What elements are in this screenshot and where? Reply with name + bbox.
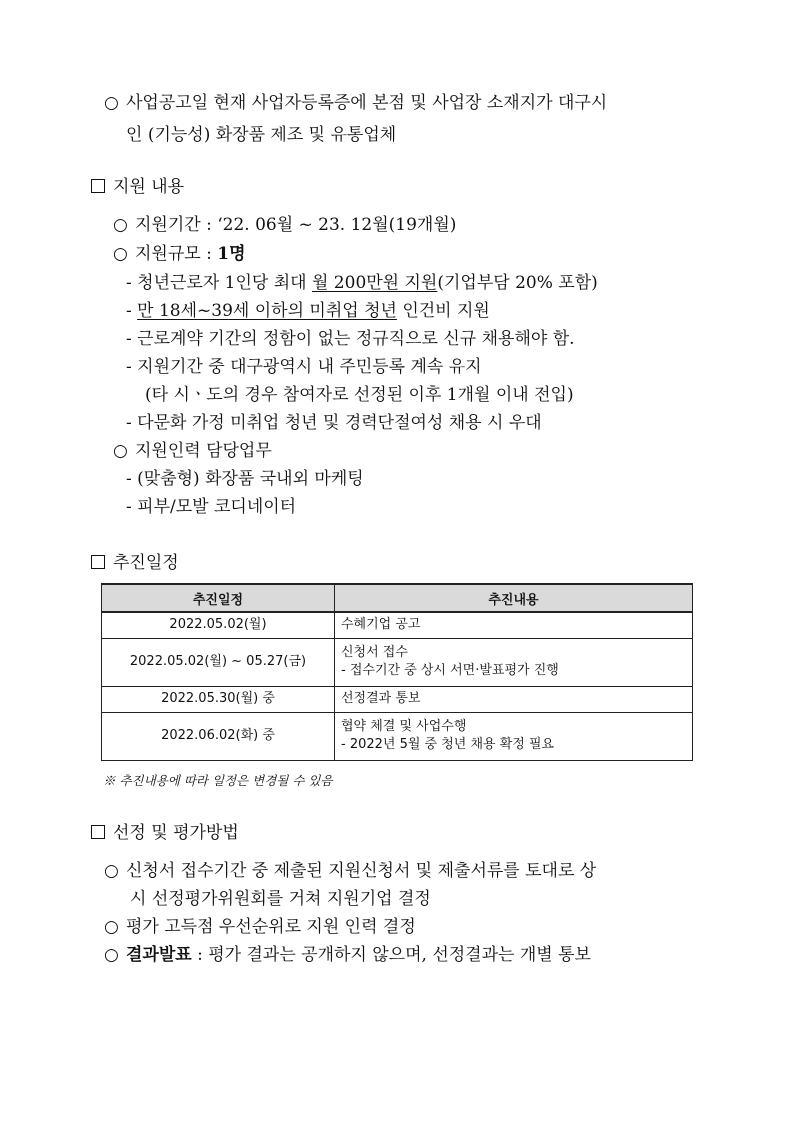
section-heading-selection: 선정 및 평가방법 <box>91 822 239 844</box>
support-item-4: - 지원기간 중 대구광역시 내 주민등록 계속 유지 <box>126 357 482 377</box>
schedule-table <box>101 583 693 761</box>
row-content: 수혜기업 공고 <box>335 612 693 638</box>
support-item-4-note: (타 시ㆍ도의 경우 참여자로 선정된 이후 1개월 이내 전입) <box>145 385 574 405</box>
table-row <box>102 712 693 760</box>
duty-item-1: - (맞춤형) 화장품 국내외 마케팅 <box>126 469 364 489</box>
table-header-row <box>102 584 693 612</box>
support-period: ○ 지원기간 : ‘22. 06월 ~ 23. 12월(19개월) <box>113 215 457 235</box>
support-item-1: - 청년근로자 1인당 최대 월 200만원 지원(기업부담 20% 포함) <box>126 273 598 293</box>
selection-item-1-cont: 시 선정평가위원회를 거쳐 지원기업 결정 <box>130 889 431 909</box>
schedule-note: ※ 추진내용에 따라 일정은 변경될 수 있음 <box>103 773 333 788</box>
header-date: 추진일정 <box>102 584 335 612</box>
bullet-circle: ○ <box>113 244 128 264</box>
bullet-circle: ○ <box>113 441 128 461</box>
row-date: 2022.05.02(월) ~ 05.27(금) <box>102 638 335 686</box>
support-duties: ○ 지원인력 담당업무 <box>113 441 272 461</box>
row-date: 2022.05.30(월) 중 <box>102 686 335 712</box>
support-item-5: - 다문화 가정 미취업 청년 및 경력단절여성 채용 시 우대 <box>126 413 542 433</box>
table-row <box>102 612 693 638</box>
duty-item-2: - 피부/모발 코디네이터 <box>126 497 297 517</box>
section-heading-support: 지원 내용 <box>91 176 184 198</box>
row-content: 신청서 접수 - 접수기간 중 상시 서면·발표평가 진행 <box>335 638 693 686</box>
bullet-circle: ○ <box>113 215 128 235</box>
support-scale: ○ 지원규모 : 1명 <box>113 244 246 264</box>
row-date: 2022.06.02(화) 중 <box>102 712 335 760</box>
checkbox-square-icon <box>91 825 105 839</box>
support-item-2: - 만 18세~39세 이하의 미취업 청년 인건비 지원 <box>126 301 490 321</box>
section-heading-schedule: 추진일정 <box>91 552 179 574</box>
row-content: 선정결과 통보 <box>335 686 693 712</box>
checkbox-square-icon <box>91 555 105 569</box>
header-content: 추진내용 <box>335 584 693 612</box>
intro-line-1: ○ 사업공고일 현재 사업자등록증에 본점 및 사업장 소재지가 대구시 <box>104 93 608 113</box>
selection-item-3: ○ 결과발표 : 평가 결과는 공개하지 않으며, 선정결과는 개별 통보 <box>104 945 591 965</box>
intro-line-2: 인 (기능성) 화장품 제조 및 유통업체 <box>126 125 397 145</box>
selection-item-1: ○ 신청서 접수기간 중 제출된 지원신청서 및 제출서류를 토대로 상 <box>104 861 597 881</box>
bullet-circle: ○ <box>104 861 119 881</box>
bullet-circle: ○ <box>104 93 119 113</box>
checkbox-square-icon <box>91 179 105 193</box>
bullet-circle: ○ <box>104 945 119 965</box>
table-row <box>102 638 693 686</box>
bullet-circle: ○ <box>104 917 119 937</box>
row-date: 2022.05.02(월) <box>102 612 335 638</box>
support-item-3: - 근로계약 기간의 정함이 없는 정규직으로 신규 채용해야 함. <box>126 329 575 349</box>
row-content: 협약 체결 및 사업수행 - 2022년 5월 중 청년 채용 확정 필요 <box>335 712 693 760</box>
selection-item-2: ○ 평가 고득점 우선순위로 지원 인력 결정 <box>104 917 416 937</box>
table-row <box>102 686 693 712</box>
